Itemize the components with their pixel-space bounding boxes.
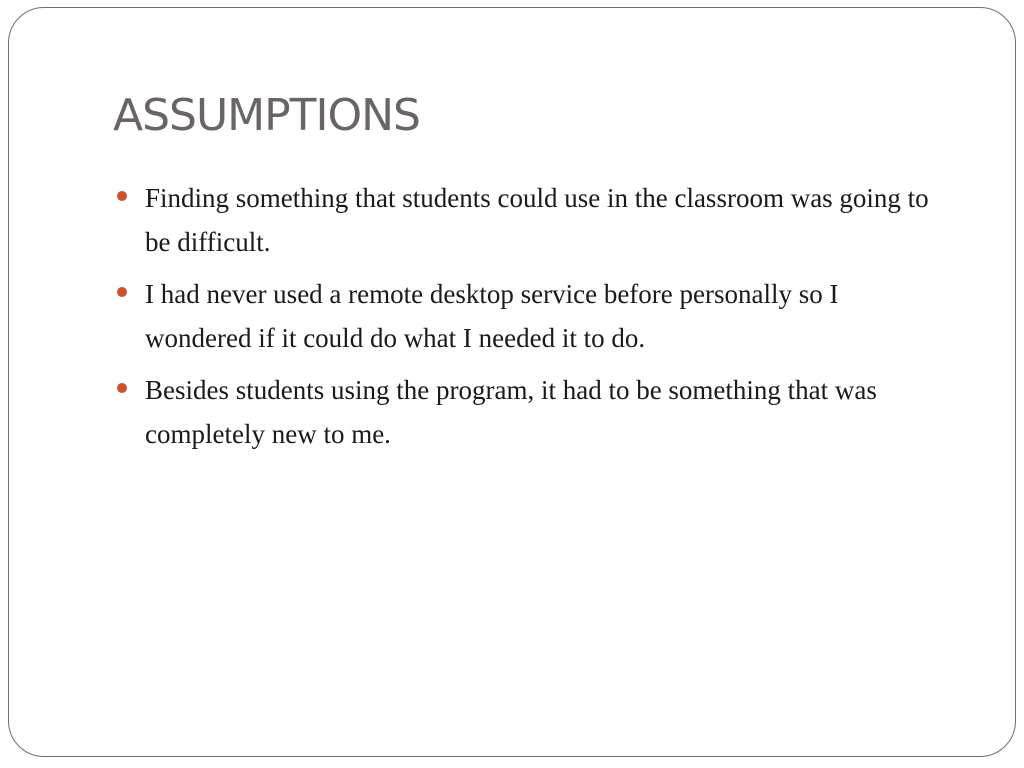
bullet-dot-icon: [117, 191, 127, 201]
bullet-text: Besides students using the program, it had to be something that was completely new to me.: [145, 375, 877, 449]
bullet-dot-icon: [117, 287, 127, 297]
bullet-dot-icon: [117, 383, 127, 393]
slide-title: ASSUMPTIONS: [113, 90, 420, 141]
bullet-item: [113, 272, 943, 360]
bullet-text: Finding something that students could use in the classroom was going to be difficult.: [145, 183, 929, 257]
slide-frame: [8, 7, 1016, 757]
bullet-text: I had never used a remote desktop service before personally so I wondered if it could do what I needed it to do.: [145, 279, 839, 353]
bullet-item: [113, 176, 943, 264]
bullet-list: [113, 176, 943, 464]
bullet-item: [113, 368, 943, 456]
